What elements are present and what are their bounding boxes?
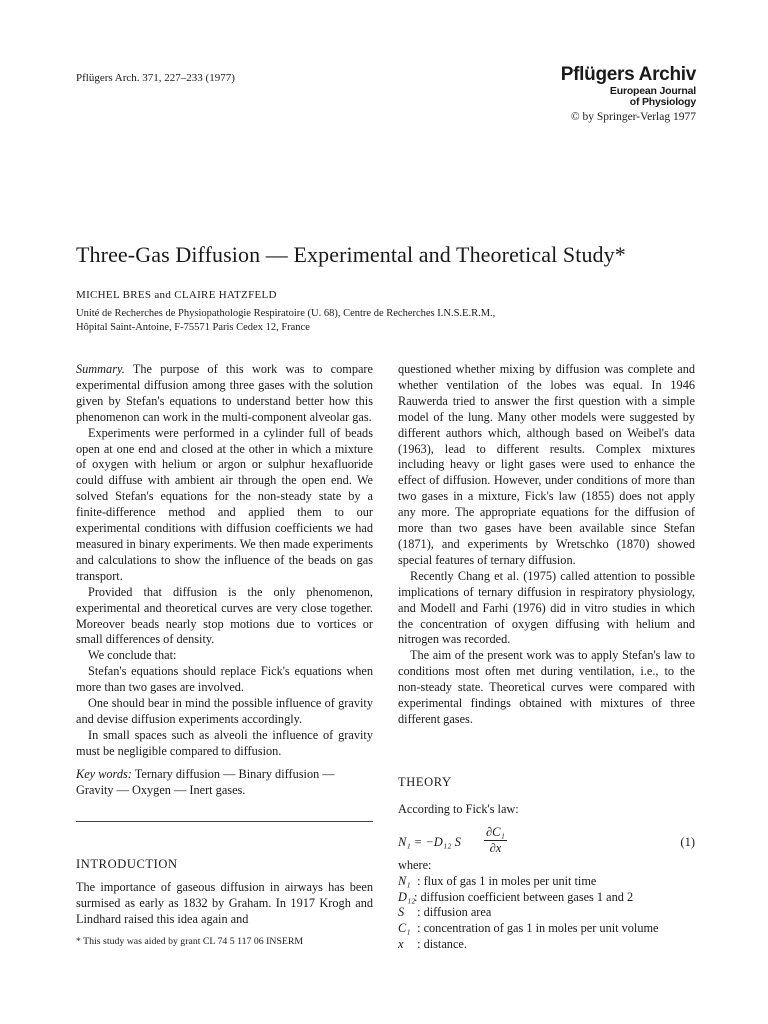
- summary-section: [76, 362, 373, 798]
- equation-denominator: ∂x: [489, 841, 502, 855]
- summary-label: Summary.: [76, 362, 125, 376]
- definition-text: : concentration of gas 1 in moles per unit volume: [414, 921, 659, 936]
- journal-subtitle-2: of Physiology: [629, 96, 696, 108]
- introduction-continued: [398, 362, 695, 728]
- affiliation-line-2: Hôpital Saint-Antoine, F-75571 Paris Cedex 12, France: [76, 322, 310, 333]
- definition-symbol: x: [398, 936, 404, 951]
- equation-numerator: ∂C₁: [486, 825, 505, 839]
- summary-text: The purpose of this work was to compare experimental diffusion among three gases with the solution given by Stefan's equations to understand better how this phenomenon can work in the multi-component alveolar gas.: [76, 362, 373, 424]
- copyright: © by Springer-Verlag 1977: [570, 111, 696, 123]
- definition-text: : diffusion coefficient between gases 1 and 2: [414, 889, 634, 904]
- summary-paragraph: We conclude that:: [88, 648, 177, 663]
- section-divider: [76, 821, 373, 822]
- article-authors: MICHEL BRES and CLAIRE HATZFELD: [76, 289, 277, 301]
- journal-brand: [561, 64, 696, 123]
- equation-lhs: N₁ = −D₁₂ S: [398, 835, 461, 849]
- summary-paragraph: Stefan's equations should replace Fick's equations when more than two gases are involved.: [76, 664, 373, 695]
- definition-symbol: C₁: [398, 921, 411, 936]
- introduction-heading: INTRODUCTION: [76, 857, 178, 871]
- definition-item: [398, 921, 698, 937]
- definition-text: : distance.: [414, 936, 467, 951]
- body-paragraph: Recently Chang et al. (1975) called attention to possible implications of ternary diffusion in respiratory physiology, and Modell and Farhi (1976) did in vitro studies in which the concentration of oxygen diffusing with helium and nitrogen was recorded.: [398, 568, 695, 647]
- definition-text: : diffusion area: [414, 905, 492, 920]
- summary-paragraph: In small spaces such as alveoli the influence of gravity must be negligible compared to diffusion.: [76, 727, 373, 758]
- keywords: [76, 767, 373, 799]
- where-label: where:: [398, 858, 432, 872]
- affiliation-line-1: Unité de Recherches de Physiopathologie Respiratoire (U. 68), Centre de Recherches I.N.S.E.R.M.,: [76, 308, 496, 319]
- equation-number: (1): [680, 835, 695, 849]
- equation-1: [398, 825, 695, 861]
- article-affiliation: [76, 307, 546, 335]
- definition-item: [398, 890, 698, 906]
- summary-paragraph: One should bear in mind the possible influence of gravity and devise diffusion experiments accordingly.: [76, 696, 373, 726]
- equation-fraction: [484, 825, 507, 856]
- article-title: Three-Gas Diffusion — Experimental and Theoretical Study*: [76, 242, 626, 267]
- definition-item: [398, 937, 698, 953]
- definition-item: [398, 874, 698, 890]
- summary-paragraph: Provided that diffusion is the only phenomenon, experimental and theoretical curves are very close together. Moreover beads nearly stop motions due to vortices or small differences of density.: [76, 584, 373, 647]
- journal-citation: Pflügers Arch. 371, 227–233 (1977): [76, 72, 235, 84]
- symbol-definitions: [398, 874, 698, 953]
- definition-item: [398, 905, 698, 921]
- definition-symbol: N₁: [398, 874, 411, 888]
- journal-name: Pflügers Archiv: [560, 64, 696, 85]
- footnote: * This study was aided by grant CL 74 5 117 06 INSERM: [76, 936, 304, 947]
- body-paragraph: questioned whether mixing by diffusion was complete and whether ventilation of the lobes was equal. In 1946 Rauwerda tried to answer the first question with a simple model of the lung. Many other models were suggested by different authors which, although based on Weibel's data (1963), lead to different results. Complex mixtures including heavy or light gases were used to enhance the effect of diffusion. However, under conditions of more than two gases in a mixture, Fick's law (1855) does not apply any more. The appropriate equations for the diffusion of more than two gases have been available since Stefan (1871), and experiments by Wretschko (1870) showed special features of ternary diffusion.: [398, 362, 695, 567]
- keywords-label: Key words:: [76, 766, 132, 781]
- definition-text: : flux of gas 1 in moles per unit time: [414, 874, 597, 888]
- definition-symbol: D₁₂: [398, 889, 416, 904]
- theory-heading: THEORY: [398, 775, 452, 789]
- body-paragraph: The aim of the present work was to apply Stefan's law to conditions most often met during ventilation, i.e., to the non-steady state. Theoretical curves were compared with experimental findings obtained with mixtures of three different gases.: [398, 648, 695, 726]
- summary-paragraph: [76, 362, 373, 426]
- keywords-text: Ternary diffusion — Binary diffusion — Gravity — Oxygen — Inert gases.: [76, 766, 335, 797]
- journal-subtitle-1: European Journal: [609, 85, 696, 97]
- definition-symbol: S: [398, 905, 405, 920]
- theory-intro: According to Fick's law:: [398, 802, 519, 816]
- summary-paragraph: Experiments were performed in a cylinder full of beads open at one end and closed at the other in which a mixture of oxygen with helium or argon or sulphur hexafluoride could diffuse with ambient air through the open end. We solved Stefan's equations for the non-steady state by a finite-difference method and applied them to our experimental conditions with diffusion coefficients we had measured in binary experiments. We then made experiments and calculations to show the influence of the beads on gas transport.: [76, 425, 373, 583]
- introduction-paragraph: The importance of gaseous diffusion in airways has been surmised as early as 1832 by Graham. In 1917 Krogh and Lindhard raised this idea again and: [76, 880, 373, 926]
- introduction-text: [76, 880, 373, 928]
